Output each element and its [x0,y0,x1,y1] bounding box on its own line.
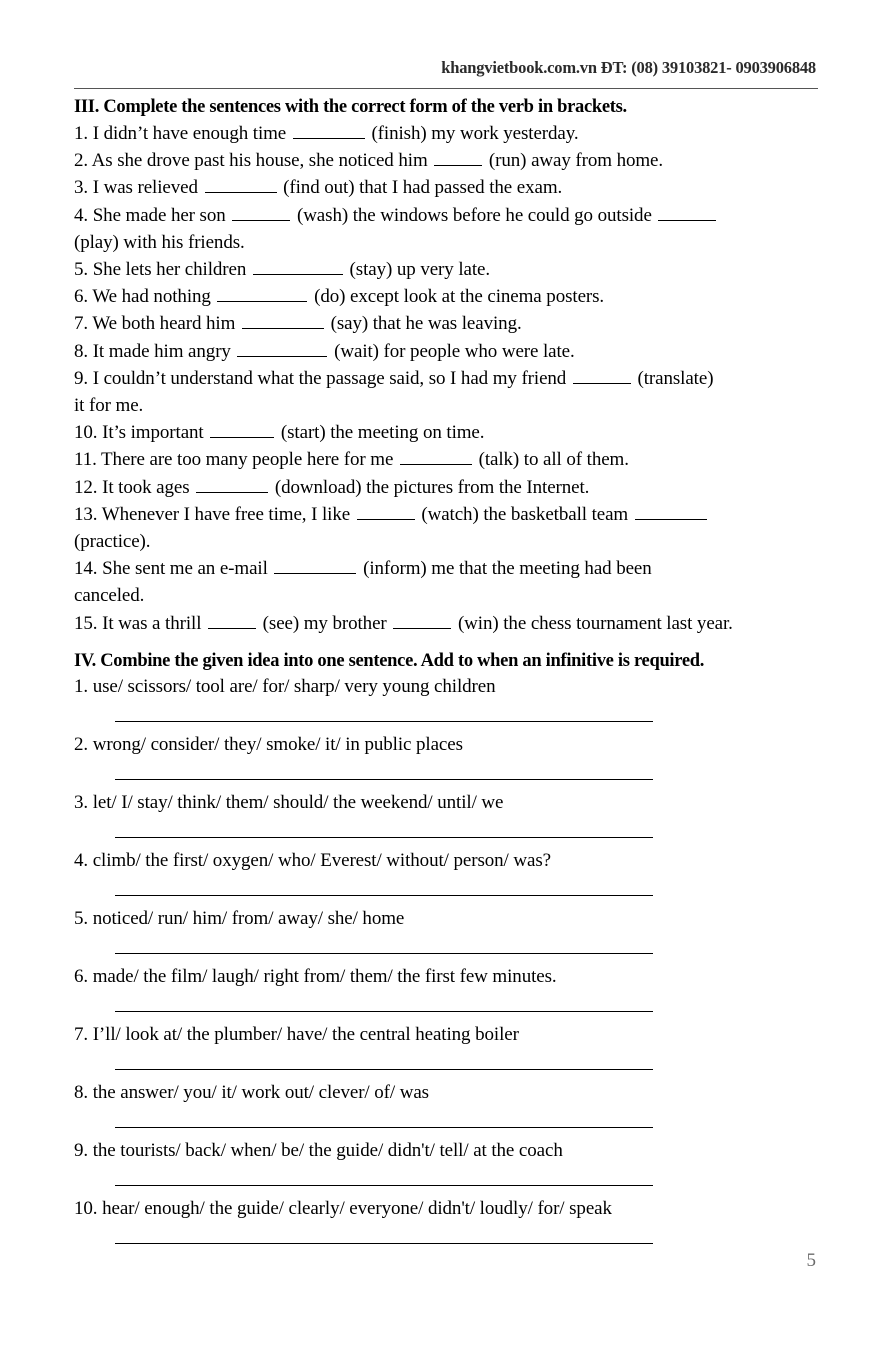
question-item [74,120,826,147]
question-text-cont: (wash) the windows before he could go outside [292,204,657,226]
header-divider [74,88,818,89]
answer-blank[interactable] [210,422,274,438]
answer-blank[interactable] [274,558,356,574]
question-item [74,610,826,637]
question-text-cont: (watch) the basketball team [416,503,633,525]
section-4 [74,651,826,1244]
write-answer-line[interactable] [115,895,653,896]
question-text-cont: (find out) that I had passed the exam. [278,177,563,199]
combine-item: 9. the tourists/ back/ when/ be/ the guide/ didn't/ tell/ at the coach [74,1139,563,1161]
combine-item: 7. I’ll/ look at/ the plumber/ have/ the central heating boiler [74,1023,519,1045]
question-item [74,474,826,501]
question-text: 9. I couldn’t understand what the passage said, so I had my friend [74,367,571,389]
question-item [74,202,826,229]
page-number: 5 [806,1250,816,1271]
question-text: it for me. [74,395,144,417]
question-text-cont: (stay) up very late. [344,259,491,281]
question-item-cont [74,229,826,256]
question-item [74,283,826,310]
question-text: 4. She made her son [74,204,231,226]
question-item [74,256,826,283]
write-answer-line[interactable] [115,1127,653,1128]
question-text-cont: (say) that he was leaving. [325,313,522,335]
question-text: 10. It’s important [74,422,209,444]
answer-blank[interactable] [293,123,365,139]
question-text: 3. I was relieved [74,177,203,199]
page-content [74,97,826,1254]
question-item-cont [74,528,826,555]
question-item [74,446,826,473]
question-text-cont: (inform) me that the meeting had been [358,558,652,580]
question-item [74,174,826,201]
answer-blank[interactable] [400,449,472,465]
question-item [74,365,826,392]
combine-item: 8. the answer/ you/ it/ work out/ clever/ of/ was [74,1081,429,1103]
write-answer-line[interactable] [115,1069,653,1070]
answer-blank[interactable] [357,504,415,520]
write-answer-line[interactable] [115,721,653,722]
question-text-cont: (download) the pictures from the Internet. [270,476,590,498]
write-answer-line[interactable] [115,953,653,954]
answer-blank[interactable] [434,150,482,166]
question-text: (play) with his friends. [74,231,245,253]
answer-blank[interactable] [573,368,631,384]
question-item [74,147,826,174]
question-text: 1. I didn’t have enough time [74,123,291,144]
question-text-cont: (finish) my work yesterday. [366,123,579,144]
write-answer-line[interactable] [115,1185,653,1186]
question-text-cont: (talk) to all of them. [473,449,629,471]
question-text: 14. She sent me an e-mail [74,558,273,580]
combine-item: 6. made/ the film/ laugh/ right from/ them/ the first few minutes. [74,965,557,987]
answer-blank[interactable] [208,613,256,629]
combine-item: 1. use/ scissors/ tool are/ for/ sharp/ very young children [74,675,496,697]
question-text-cont: (wait) for people who were late. [329,340,575,362]
question-text-cont: (do) except look at the cinema posters. [309,286,605,308]
answer-blank[interactable] [658,205,716,221]
question-text-cont: (translate) [632,367,714,389]
question-item-cont [74,582,826,609]
answer-blank[interactable] [253,259,343,275]
question-text: 15. It was a thrill [74,612,207,634]
question-text-cont2: (win) the chess tournament last year. [453,612,733,634]
combine-item: 10. hear/ enough/ the guide/ clearly/ everyone/ didn't/ loudly/ for/ speak [74,1197,612,1219]
write-answer-line[interactable] [115,837,653,838]
question-item [74,501,826,528]
answer-blank[interactable] [205,177,277,193]
question-item [74,419,826,446]
question-text-cont: (start) the meeting on time. [276,422,485,444]
answer-blank[interactable] [242,313,324,329]
section-4-title: IV. Combine the given idea into one sentence. Add to when an infinitive is required. [74,650,705,671]
answer-blank[interactable] [217,286,307,302]
question-item-cont [74,392,826,419]
combine-item: 3. let/ I/ stay/ think/ them/ should/ the weekend/ until/ we [74,791,504,813]
answer-blank[interactable] [237,341,327,357]
answer-blank[interactable] [196,477,268,493]
question-text: 5. She lets her children [74,259,251,281]
combine-item: 5. noticed/ run/ him/ from/ away/ she/ home [74,907,405,929]
question-item [74,310,826,337]
question-text: 6. We had nothing [74,286,216,308]
question-text: 2. As she drove past his house, she noticed him [74,150,433,172]
question-text-cont: (run) away from home. [484,150,664,172]
question-text: 8. It made him angry [74,340,236,362]
write-answer-line[interactable] [115,1243,653,1244]
question-text: 13. Whenever I have free time, I like [74,503,355,525]
question-item [74,338,826,365]
write-answer-line[interactable] [115,779,653,780]
question-item [74,555,826,582]
question-text: canceled. [74,585,145,607]
answer-blank[interactable] [635,504,707,520]
answer-blank[interactable] [393,613,451,629]
question-text: (practice). [74,531,151,553]
page-header: khangvietbook.com.vn ĐT: (08) 39103821- 0903906848 [441,58,816,77]
question-text: 7. We both heard him [74,313,240,335]
section-3-title: III. Complete the sentences with the correct form of the verb in brackets. [74,97,627,117]
section-3-questions [74,120,826,637]
question-text-cont: (see) my brother [258,612,392,634]
answer-blank[interactable] [232,205,290,221]
question-text: 11. There are too many people here for me [74,449,398,471]
write-answer-line[interactable] [115,1011,653,1012]
question-text: 12. It took ages [74,476,195,498]
combine-item: 2. wrong/ consider/ they/ smoke/ it/ in public places [74,733,463,755]
combine-item: 4. climb/ the first/ oxygen/ who/ Everest/ without/ person/ was? [74,849,551,871]
